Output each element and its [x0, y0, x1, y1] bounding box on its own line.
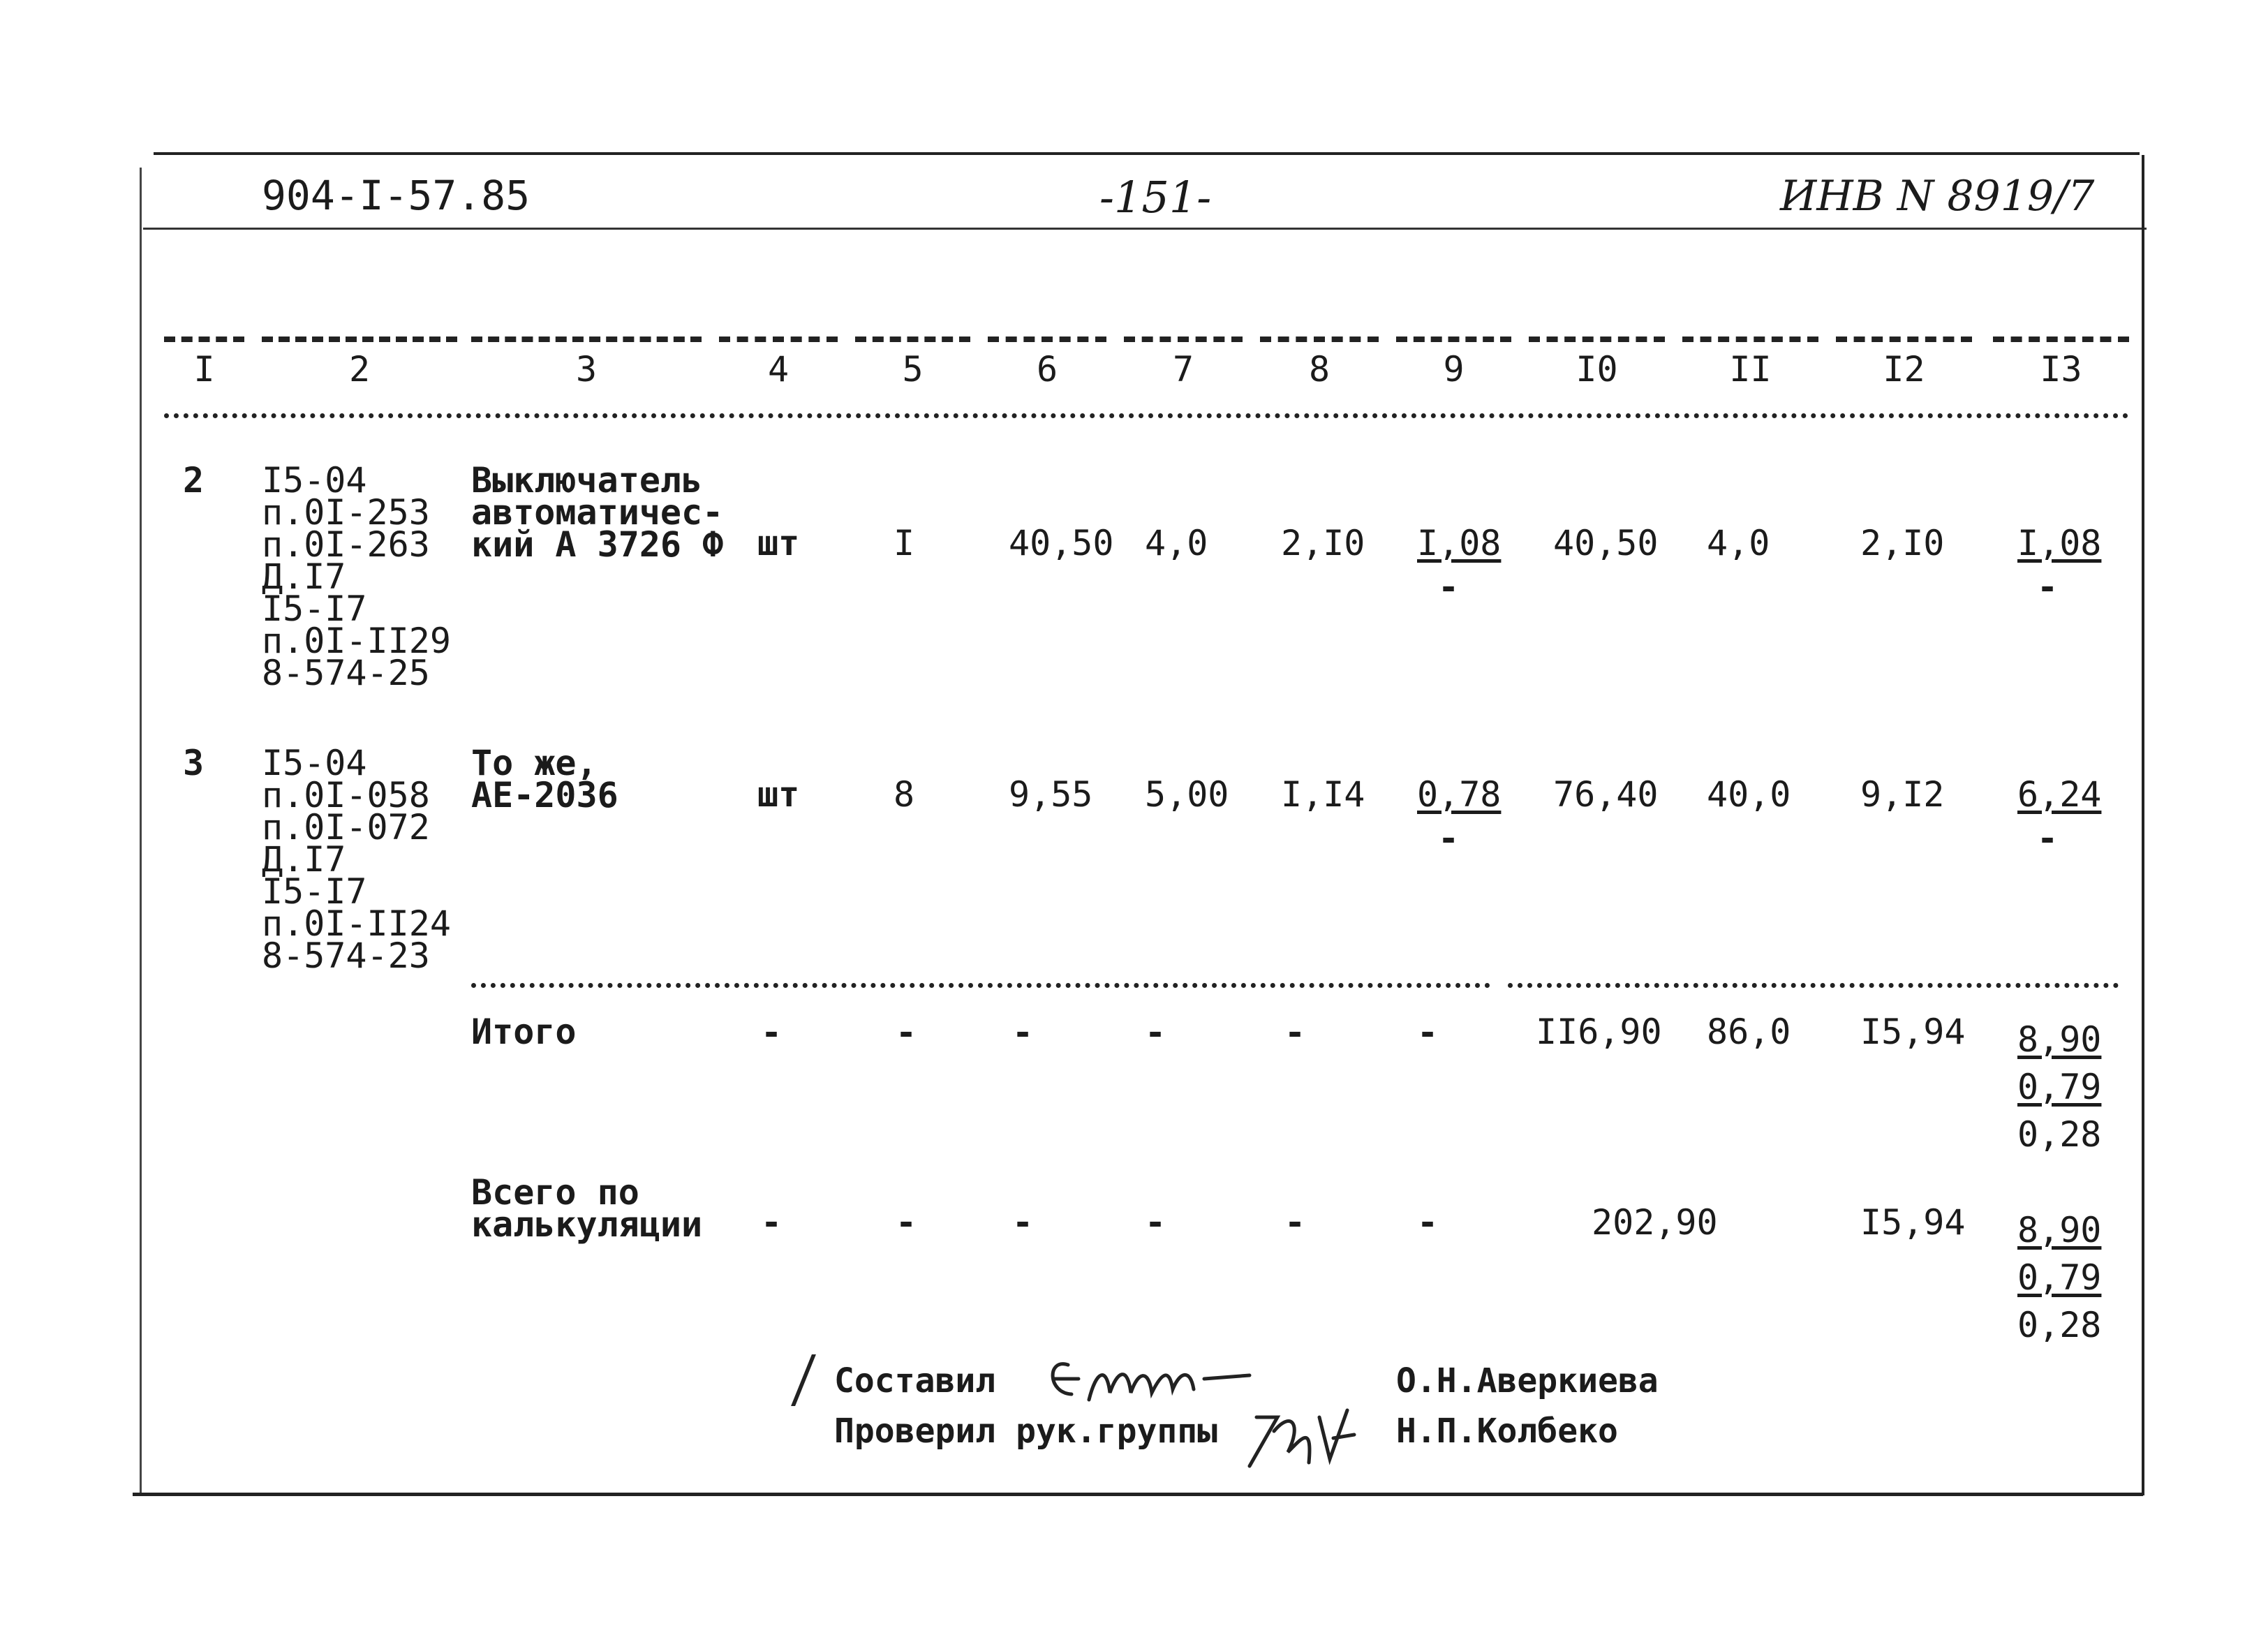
dash: -	[1284, 1012, 1306, 1053]
col-9: I,08	[1417, 523, 1502, 563]
col-9-sub: -	[1438, 567, 1460, 607]
code: п.0I-058	[262, 775, 430, 815]
col-12: 2,I0	[1860, 523, 1945, 563]
quantity: I	[894, 523, 915, 563]
col-6: 9,55	[1009, 774, 1093, 815]
col-13: I,08	[2017, 523, 2102, 563]
item-name	[471, 460, 724, 565]
column-number: I2	[1883, 349, 1925, 390]
col-bar	[471, 337, 702, 342]
total-col-13	[2017, 1016, 2101, 1158]
name-line: кий А 3726 Ф	[471, 524, 724, 565]
col-13: 6,24	[2017, 774, 2102, 815]
grand-total-col-13-value: 0,28	[2017, 1305, 2102, 1345]
dash: -	[1012, 1202, 1034, 1243]
column-number: 9	[1443, 349, 1465, 390]
totals-rule-left	[471, 983, 1490, 988]
slash-mark	[791, 1354, 816, 1406]
header-divider	[143, 228, 2147, 230]
col-bar	[164, 337, 244, 342]
grand-total-col-13	[2017, 1206, 2101, 1349]
total-col-12: I5,94	[1860, 1012, 1966, 1052]
col-bar	[1124, 337, 1243, 342]
dash: -	[761, 1012, 783, 1053]
grand-total-col-10-11: 202,90	[1592, 1202, 1718, 1243]
code: п.0I-072	[262, 807, 430, 848]
grand-total-col-13-value: 8,90	[2017, 1210, 2102, 1250]
col-7: 4,0	[1145, 523, 1208, 563]
grand-total-label	[471, 1172, 703, 1245]
col-9: 0,78	[1417, 774, 1502, 815]
dash: -	[896, 1202, 917, 1243]
code: п.0I-II24	[262, 903, 451, 944]
col-bar	[1682, 337, 1818, 342]
col-bar	[1993, 337, 2129, 342]
total-col-13-value: 8,90	[2017, 1019, 2102, 1060]
dash: -	[896, 1012, 917, 1053]
code: 8-574-23	[262, 936, 430, 976]
code: 8-574-25	[262, 653, 430, 693]
col-bar	[988, 337, 1106, 342]
dash: -	[1417, 1202, 1439, 1243]
col-bar	[855, 337, 970, 342]
col-bar	[262, 337, 457, 342]
checked-name: Н.П.Колбеко	[1396, 1412, 1618, 1451]
dash: -	[1417, 1012, 1439, 1053]
code-line	[262, 743, 451, 976]
col-9-sub: -	[1438, 818, 1460, 859]
column-number: 7	[1172, 349, 1194, 390]
total-col-11: 86,0	[1707, 1012, 1791, 1052]
compiled-label: Составил	[834, 1361, 996, 1400]
col-bar	[1529, 337, 1665, 342]
total-label: Итого	[471, 1012, 577, 1052]
item-name	[471, 743, 618, 815]
code: п.0I-II29	[262, 621, 451, 661]
column-number: I0	[1576, 349, 1618, 390]
unit: шт	[757, 774, 800, 815]
code: п.0I-263	[262, 524, 430, 565]
column-number: 3	[575, 349, 598, 390]
col-7: 5,00	[1145, 774, 1229, 815]
col-bar	[1836, 337, 1972, 342]
name-line: автоматичес-	[471, 492, 724, 533]
inventory-number: ИНВ N 8919/7	[1780, 172, 2095, 221]
code: Д.I7	[262, 839, 346, 880]
name-line: То же,	[471, 743, 598, 783]
frame-bottom-line	[133, 1493, 2143, 1496]
col-10: 40,50	[1553, 523, 1659, 563]
doc-code: 904-I-57.85	[262, 172, 531, 219]
name-line: Выключатель	[471, 460, 703, 501]
col-10: 76,40	[1553, 774, 1659, 815]
total-col-10: II6,90	[1536, 1012, 1662, 1052]
frame-top-line	[154, 152, 2140, 155]
col-bar	[1396, 337, 1511, 342]
totals-rule-right	[1508, 983, 2119, 988]
col-bar	[1260, 337, 1379, 342]
header-bottom-rule	[164, 413, 2129, 418]
column-number: 8	[1308, 349, 1331, 390]
column-number: I3	[2040, 349, 2082, 390]
grand-total-label-line: калькуляции	[471, 1204, 703, 1245]
code-line	[262, 460, 451, 693]
row-number: 3	[183, 743, 205, 783]
col-8: 2,I0	[1281, 523, 1365, 563]
code: п.0I-253	[262, 492, 430, 533]
code: I5-04	[262, 743, 367, 783]
code: Д.I7	[262, 556, 346, 597]
column-number: II	[1729, 349, 1772, 390]
code: I5-I7	[262, 589, 367, 629]
col-13-sub: -	[2037, 818, 2059, 859]
grand-total-col-12: I5,94	[1860, 1202, 1966, 1243]
code: I5-I7	[262, 871, 367, 912]
col-11: 4,0	[1707, 523, 1770, 563]
code: I5-04	[262, 460, 367, 501]
col-bar	[719, 337, 838, 342]
dash: -	[761, 1202, 783, 1243]
col-12: 9,I2	[1860, 774, 1945, 815]
col-13-sub: -	[2037, 567, 2059, 607]
handwritten-signature-2	[1236, 1396, 1361, 1480]
compiled-name: О.Н.Аверкиева	[1396, 1361, 1659, 1400]
col-6: 40,50	[1009, 523, 1114, 563]
col-11: 40,0	[1707, 774, 1791, 815]
total-col-13-value: 0,79	[2017, 1067, 2102, 1107]
frame-left-line	[140, 168, 142, 1494]
column-number: 4	[767, 349, 790, 390]
checked-label: Проверил рук.группы	[834, 1412, 1218, 1451]
grand-total-col-13-value: 0,79	[2017, 1257, 2102, 1298]
col-8: I,I4	[1281, 774, 1365, 815]
total-col-13-value: 0,28	[2017, 1114, 2102, 1155]
column-number: 6	[1036, 349, 1058, 390]
dash: -	[1012, 1012, 1034, 1053]
quantity: 8	[894, 774, 915, 815]
unit: шт	[757, 523, 800, 563]
column-number: I	[193, 349, 215, 390]
row-number: 2	[183, 460, 205, 501]
name-line: АЕ-2036	[471, 775, 618, 815]
frame-right-line	[2142, 155, 2144, 1495]
column-number: 2	[348, 349, 371, 390]
page-number: -151-	[1099, 172, 1212, 223]
grand-total-label-line: Всего по	[471, 1172, 639, 1213]
dash: -	[1145, 1012, 1166, 1053]
column-number: 5	[902, 349, 924, 390]
dash: -	[1284, 1202, 1306, 1243]
dash: -	[1145, 1202, 1166, 1243]
